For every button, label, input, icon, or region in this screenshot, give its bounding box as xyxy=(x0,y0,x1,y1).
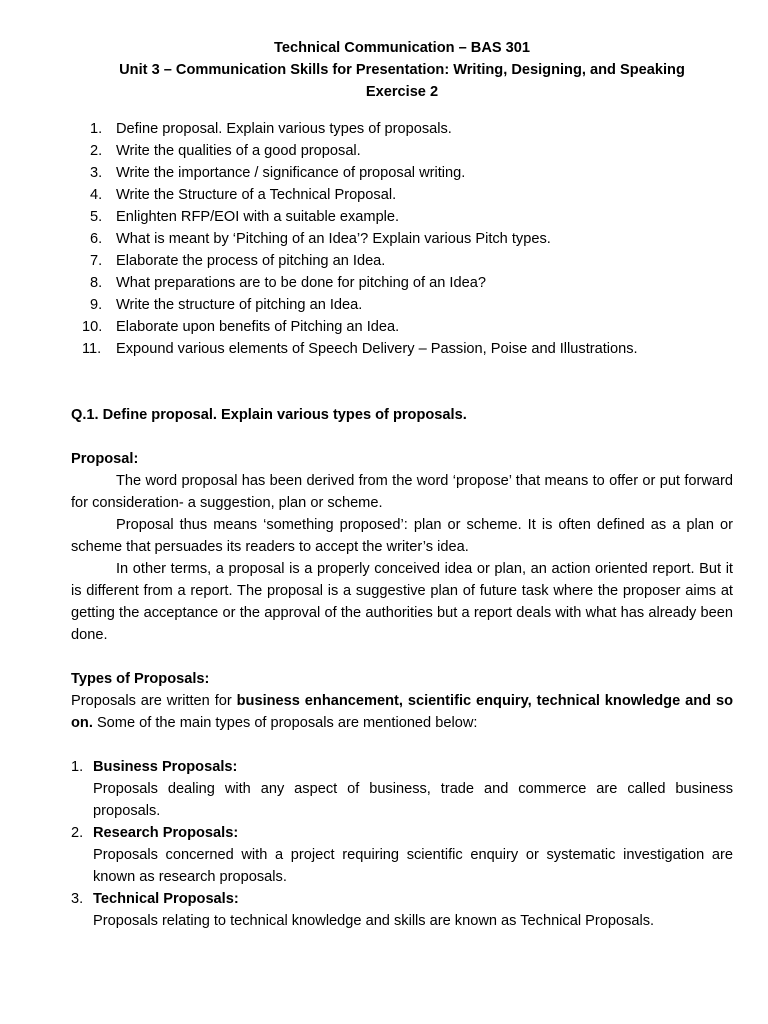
question-item xyxy=(71,184,733,206)
exercise-title: Exercise 2 xyxy=(365,84,439,100)
types-intro-start: Proposals are written for xyxy=(71,693,237,709)
type-title: Research Proposals: xyxy=(93,825,239,841)
question-item xyxy=(71,140,733,162)
q1-heading: Q.1. Define proposal. Explain various types of proposals. xyxy=(71,407,467,423)
question-number: 3. xyxy=(90,165,103,181)
proposal-paragraph: In other terms, a proposal is a properly conceived idea or plan, an action oriented report. But it is different from a report. The proposal is a suggestive plan of future task where the proposer aims at getting the acceptance or the approval of the authorities but a report deals with what has already been done. xyxy=(71,561,733,643)
type-title: Business Proposals: xyxy=(93,759,238,775)
question-text: Write the Structure of a Technical Proposal. xyxy=(116,187,397,203)
question-number: 2. xyxy=(90,143,103,159)
question-number: 10. xyxy=(82,319,103,335)
question-text: Expound various elements of Speech Delivery – Passion, Poise and Illustrations. xyxy=(116,341,638,357)
course-title: Technical Communication – BAS 301 xyxy=(274,40,530,56)
type-number: 2. xyxy=(71,825,84,841)
question-number: 1. xyxy=(90,121,103,137)
proposal-paragraph: The word proposal has been derived from the word ‘propose’ that means to offer or put forward for consideration- a suggestion, plan or scheme. xyxy=(71,473,733,511)
proposal-heading: Proposal: xyxy=(71,451,139,467)
question-text: Define proposal. Explain various types of proposals. xyxy=(116,121,452,137)
proposal-types-list xyxy=(71,756,733,932)
types-intro xyxy=(71,690,733,734)
question-item xyxy=(71,338,733,360)
question-item xyxy=(71,118,733,140)
question-item xyxy=(71,294,733,316)
unit-title: Unit 3 – Communication Skills for Presentation: Writing, Designing, and Speaking xyxy=(119,62,685,78)
document-header xyxy=(71,37,733,103)
question-text: Enlighten RFP/EOI with a suitable example. xyxy=(116,209,400,225)
question-item xyxy=(71,162,733,184)
question-number: 9. xyxy=(90,297,103,313)
types-intro-end: Some of the main types of proposals are mentioned below: xyxy=(92,715,478,731)
question-number: 11. xyxy=(82,341,102,357)
type-number: 1. xyxy=(71,759,84,775)
question-number: 6. xyxy=(90,231,103,247)
question-list xyxy=(71,118,733,360)
type-description: Proposals relating to technical knowledge and skills are known as Technical Proposals. xyxy=(93,913,655,929)
question-item xyxy=(71,272,733,294)
question-text: Elaborate upon benefits of Pitching an Idea. xyxy=(116,319,400,335)
question-item xyxy=(71,206,733,228)
proposal-type-item xyxy=(71,888,733,932)
question-item xyxy=(71,250,733,272)
question-text: Write the qualities of a good proposal. xyxy=(116,143,361,159)
question-number: 4. xyxy=(90,187,103,203)
type-title: Technical Proposals: xyxy=(93,891,239,907)
types-heading: Types of Proposals: xyxy=(71,671,210,687)
question-text: What preparations are to be done for pitching of an Idea? xyxy=(116,275,486,291)
document-page xyxy=(71,37,733,932)
proposal-type-item xyxy=(71,822,733,888)
proposal-type-item xyxy=(71,756,733,822)
question-text: What is meant by ‘Pitching of an Idea’? Explain various Pitch types. xyxy=(116,231,551,247)
type-description: Proposals dealing with any aspect of business, trade and commerce are called business proposals. xyxy=(93,781,733,819)
question-number: 5. xyxy=(90,209,103,225)
type-number: 3. xyxy=(71,891,84,907)
question-text: Write the structure of pitching an Idea. xyxy=(116,297,363,313)
question-text: Elaborate the process of pitching an Idea. xyxy=(116,253,386,269)
question-item xyxy=(71,228,733,250)
proposal-paragraph: Proposal thus means ‘something proposed’: plan or scheme. It is often defined as a plan or scheme that persuades its readers to accept the writer’s idea. xyxy=(71,517,733,555)
question-number: 8. xyxy=(90,275,103,291)
question-item xyxy=(71,316,733,338)
question-text: Write the importance / significance of proposal writing. xyxy=(116,165,466,181)
type-description: Proposals concerned with a project requiring scientific enquiry or systematic investigation are known as research proposals. xyxy=(93,847,733,885)
types-intro-emphasis: business enhancement, scientific enquiry, technical knowledge and so on. xyxy=(71,693,733,731)
question-number: 7. xyxy=(90,253,103,269)
